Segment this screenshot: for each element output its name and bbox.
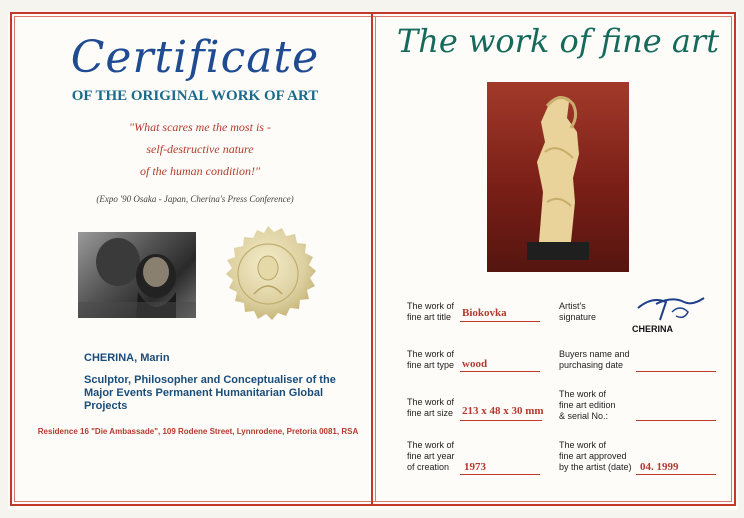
artist-photo [78, 232, 196, 318]
field-type-label-2: fine art type [407, 360, 455, 370]
center-divider-inner [375, 16, 376, 502]
field-year-label-1: The work of [407, 440, 455, 450]
field-year-line [460, 474, 540, 475]
artwork-title: The work of fine art [396, 22, 720, 60]
field-type-line [460, 371, 540, 372]
field-size-line [460, 420, 542, 421]
field-approved-line [636, 474, 716, 475]
field-approved-label-3: by the artist (date) [559, 462, 632, 472]
artist-address: Residence 16 "Die Ambassade", 109 Rodene Street, Lynnrodene, Pretoria 0081, RSA [37, 427, 359, 436]
certificate-title: Certificate [70, 32, 320, 83]
field-approved-value: 04. 1999 [640, 461, 679, 473]
field-signature-label-2: signature [559, 312, 597, 322]
field-edition-line [636, 420, 716, 421]
sculpture-image [487, 82, 629, 272]
field-year-label-3: of creation [407, 462, 450, 472]
quote-source: (Expo '90 Osaka - Japan, Cherina's Press Conference) [96, 194, 294, 204]
field-edition-label-2: fine art edition [559, 400, 616, 410]
field-title-value: Biokovka [462, 307, 507, 319]
artist-name: CHERINA, Marin [84, 352, 170, 364]
quote-line-3: of the human condition!" [139, 164, 261, 178]
sculpture-photo [487, 82, 629, 272]
artist-photo-image [78, 232, 196, 318]
field-size-label-1: The work of [407, 397, 455, 407]
quote-line-2: self-destructive nature [146, 142, 254, 156]
artist-role [84, 374, 354, 413]
center-divider [371, 12, 373, 506]
field-buyer-label-2: purchasing date [559, 360, 624, 370]
signature-name: CHERINA [632, 324, 674, 334]
field-title-label-2: fine art title [407, 312, 452, 322]
field-title-line [460, 321, 540, 322]
field-year-value: 1973 [464, 461, 486, 473]
certificate-subtitle: OF THE ORIGINAL WORK OF ART [71, 88, 319, 104]
artist-role-line-1: Sculptor, Philosopher and Conceptualiser of the [84, 374, 336, 386]
artist-quote [100, 116, 300, 182]
field-approved-label-1: The work of [559, 440, 607, 450]
field-edition-label-3: & serial No.: [559, 411, 609, 421]
field-size-value: 213 x 48 x 30 mm [462, 405, 544, 417]
field-buyer-label-1: Buyers name and [559, 349, 630, 359]
field-type-value: wood [462, 358, 488, 370]
field-signature-label-1: Artist's [559, 301, 586, 311]
artist-role-line-2: Major Events Permanent Humanitarian Global Projects [84, 387, 324, 412]
field-approved-label-2: fine art approved [559, 451, 627, 461]
field-buyer-line [636, 371, 716, 372]
medal-seal-icon [218, 224, 318, 324]
quote-line-1: "What scares me the most is - [129, 120, 271, 134]
field-type-label-1: The work of [407, 349, 455, 359]
field-year-label-2: fine art year [407, 451, 455, 461]
field-edition-label-1: The work of [559, 389, 607, 399]
field-size-label-2: fine art size [407, 408, 454, 418]
field-title-label-1: The work of [407, 301, 455, 311]
